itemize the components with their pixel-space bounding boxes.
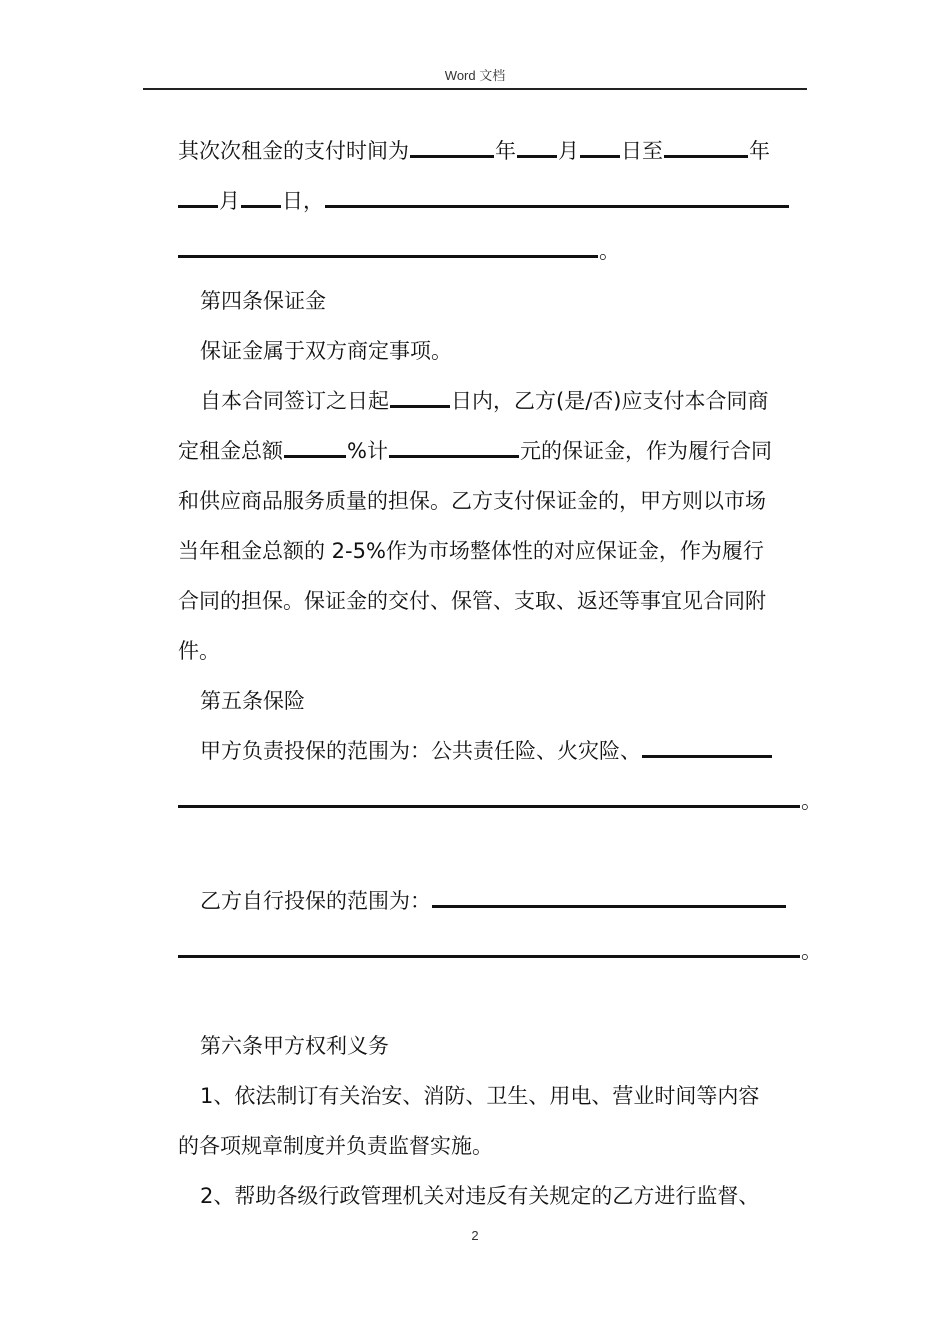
article-5-paragraph-1-line-1	[200, 736, 840, 766]
article-6-title: 第六条甲方权利义务	[200, 1034, 389, 1058]
rent-payment-line-2	[178, 186, 818, 216]
article-6-item-2-line-1: 2、帮助各级行政管理机关对违反有关规定的乙方进行监督、	[200, 1184, 760, 1208]
text: 日，	[282, 189, 324, 213]
article-5-paragraph-1-line-2	[178, 786, 822, 816]
blank-field[interactable]	[178, 205, 218, 208]
rent-payment-line-1	[178, 136, 818, 166]
article-6-item-1-line-2: 的各项规章制度并负责监督实施。	[178, 1134, 493, 1158]
blank-field[interactable]	[178, 255, 598, 258]
article-4-paragraph-2-line-2	[178, 436, 818, 466]
blank-field[interactable]	[432, 905, 786, 908]
text: 。	[801, 939, 822, 963]
blank-field[interactable]	[389, 455, 519, 458]
text: 定租金总额	[178, 439, 283, 463]
article-4-paragraph-2-line-1	[200, 386, 840, 416]
blank-field[interactable]	[580, 155, 620, 158]
article-4-title: 第四条保证金	[200, 289, 326, 313]
text: 其次次租金的支付时间为	[178, 139, 409, 163]
blank-field[interactable]	[178, 955, 800, 958]
article-5-title: 第五条保险	[200, 689, 305, 713]
text: 甲方负责投保的范围为：公共责任险、火灾险、	[200, 739, 641, 763]
blank-field[interactable]	[664, 155, 748, 158]
article-4-paragraph-1: 保证金属于双方商定事项。	[200, 339, 452, 363]
article-4-paragraph-2-line-3: 和供应商品服务质量的担保。乙方支付保证金的，甲方则以市场	[178, 489, 766, 513]
blank-field[interactable]	[390, 405, 450, 408]
article-4-paragraph-2-line-4: 当年租金总额的 2-5%作为市场整体性的对应保证金，作为履行	[178, 539, 764, 563]
article-4-paragraph-2-line-5: 合同的担保。保证金的交付、保管、支取、返还等事宜见合同附	[178, 589, 766, 613]
page-number: 2	[471, 1228, 479, 1243]
text: 自本合同签订之日起	[200, 389, 389, 413]
text: 元的保证金，作为履行合同	[519, 439, 772, 463]
text: 。	[801, 789, 822, 813]
text: 月	[219, 189, 240, 213]
header-title: Word 文档	[444, 68, 506, 83]
text: 日内，乙方(是/否)应支付本合同商	[451, 389, 769, 413]
article-6-item-1-line-1: 1、依法制订有关治安、消防、卫生、用电、营业时间等内容	[200, 1084, 760, 1108]
blank-field[interactable]	[178, 805, 800, 808]
text: 。	[599, 239, 620, 263]
rent-payment-line-3	[178, 236, 818, 266]
blank-field[interactable]	[410, 155, 494, 158]
article-5-paragraph-2-line-1	[200, 886, 840, 916]
blank-field[interactable]	[517, 155, 557, 158]
text: 年	[495, 139, 516, 163]
blank-field[interactable]	[284, 455, 346, 458]
blank-field[interactable]	[325, 205, 789, 208]
blank-field[interactable]	[642, 755, 772, 758]
article-4-paragraph-2-line-6: 件。	[178, 639, 220, 663]
text: %计	[347, 439, 388, 463]
text: 月	[558, 139, 579, 163]
article-5-paragraph-2-line-2	[178, 936, 822, 966]
text: 乙方自行投保的范围为：	[200, 889, 431, 913]
text: 日至	[621, 139, 663, 163]
blank-field[interactable]	[241, 205, 281, 208]
page-header	[143, 64, 807, 90]
text: 年	[749, 139, 770, 163]
